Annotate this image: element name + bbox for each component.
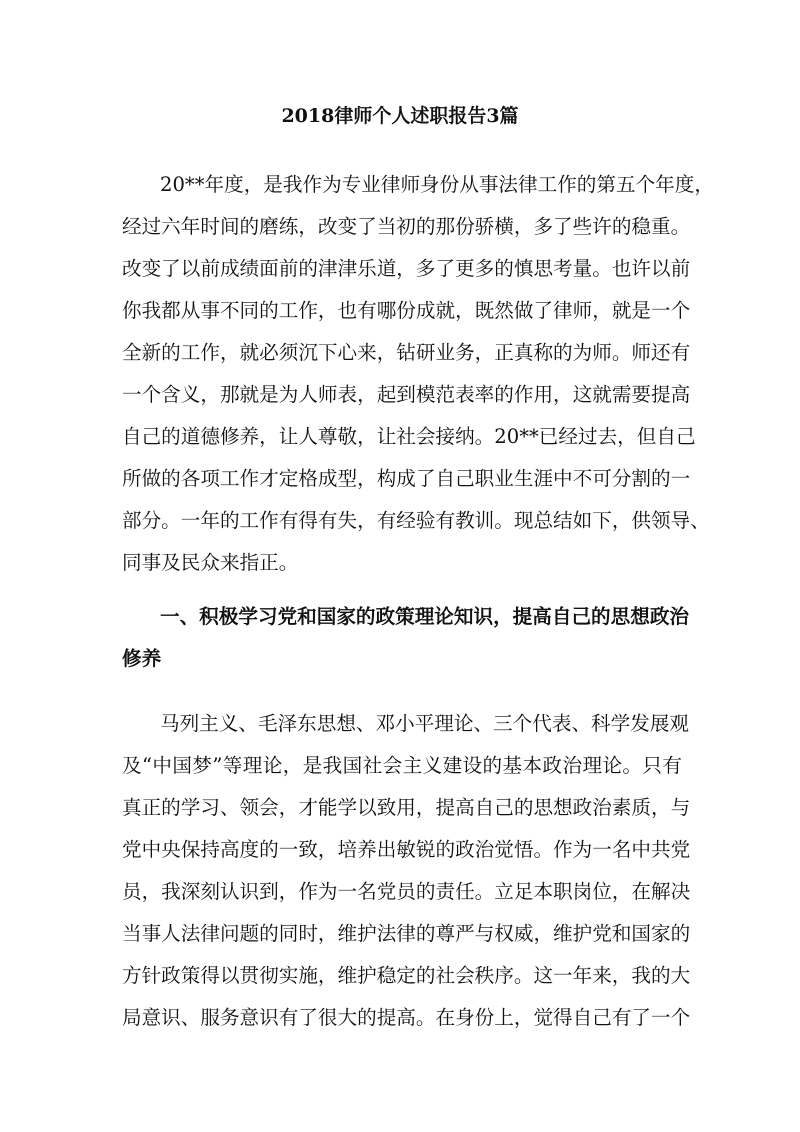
- text-line: 同事及民众来指正。: [122, 551, 299, 574]
- text-line: 局意识、服务意识有了很大的提高。在身份上，觉得自己有了一个: [122, 1006, 691, 1029]
- text-line: 改变了以前成绩面前的津津乐道，多了更多的慎思考量。也许以前: [122, 257, 691, 280]
- heading-line: 修养: [122, 647, 162, 670]
- text-line: 党中央保持高度的一致，培养出敏锐的政治觉悟。作为一名中共党: [122, 838, 691, 861]
- text-line: 及“中国梦”等理论，是我国社会主义建设的基本政治理论。只有: [122, 754, 682, 777]
- text-line: 真正的学习、领会，才能学以致用，提高自己的思想政治素质，与: [122, 796, 691, 819]
- text-line: 自己的道德修养，让人尊敬，让社会接纳。20**已经过去，但自己: [122, 425, 696, 448]
- text-line: 马列主义、毛泽东思想、邓小平理论、三个代表、科学发展观: [160, 712, 690, 735]
- text-line: 员，我深刻认识到，作为一名党员的责任。立足本职岗位，在解决: [122, 880, 691, 903]
- text-line: 经过六年时间的磨练，改变了当初的那份骄横，多了些许的稳重。: [122, 215, 691, 238]
- text-line: 当事人法律问题的同时，维护法律的尊严与权威，维护党和国家的: [122, 922, 691, 945]
- text-line: 全新的工作，就必须沉下心来，钻研业务，正真称的为师。师还有: [122, 341, 691, 364]
- text-line: 所做的各项工作才定格成型，构成了自己职业生涯中不可分割的一: [122, 467, 691, 490]
- text-line: 你我都从事不同的工作，也有哪份成就，既然做了律师，就是一个: [122, 299, 691, 322]
- document-title: 2018律师个人述职报告3篇: [281, 105, 519, 127]
- text-line: 方针政策得以贯彻实施，维护稳定的社会秩序。这一年来，我的大: [122, 964, 691, 987]
- text-line: 20**年度，是我作为专业律师身份从事法律工作的第五个年度，: [160, 173, 714, 196]
- text-line: 部分。一年的工作有得有失，有经验有教训。现总结如下，供领导、: [122, 509, 710, 532]
- heading-line: 一、积极学习党和国家的政策理论知识，提高自己的思想政治: [160, 605, 690, 628]
- text-line: 一个含义，那就是为人师表，起到模范表率的作用，这就需要提高: [122, 383, 691, 406]
